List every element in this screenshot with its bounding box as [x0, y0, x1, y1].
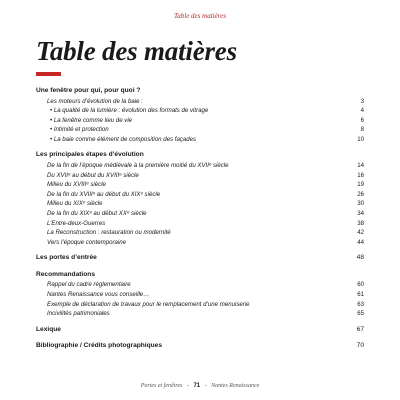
toc-page-number: 16 — [357, 171, 364, 179]
toc-entry-title: Vers l’époque contemporaine — [47, 238, 127, 246]
toc-page-number: 26 — [357, 190, 364, 198]
toc-page-number: 65 — [357, 310, 364, 318]
footer-page-number: 71 — [193, 383, 201, 389]
toc-entry-title: Milieu du XVIIIᵉ siècle — [47, 181, 106, 189]
toc-entry-title: Les moteurs d’évolution de la baie : — [47, 97, 143, 105]
toc-page-number: 6 — [360, 116, 364, 124]
toc-page-number: 34 — [357, 209, 364, 217]
toc-entry-title: De la fin du XIXᵉ au début XXᵉ siècle — [47, 209, 147, 217]
table-of-contents — [36, 86, 364, 358]
toc-section-heading — [36, 270, 364, 281]
toc-entry — [36, 161, 364, 171]
toc-page-number: 70 — [356, 342, 364, 350]
toc-section — [36, 253, 364, 264]
toc-page-number: 48 — [356, 254, 364, 262]
toc-entry — [36, 209, 364, 219]
toc-page-number: 4 — [360, 107, 364, 115]
toc-entry-title: • La fenêtre comme lieu de vie — [50, 116, 133, 124]
toc-page-number: 30 — [357, 200, 364, 208]
page-footer — [0, 383, 400, 389]
toc-section — [36, 86, 364, 144]
toc-section — [36, 270, 364, 319]
toc-entry-title: • La baie comme élément de composition des façades — [50, 135, 197, 143]
toc-entry — [36, 228, 364, 238]
toc-page-number: 19 — [357, 181, 364, 189]
toc-page-number: 42 — [357, 229, 364, 237]
toc-entry — [36, 106, 364, 116]
toc-section-title: Lexique — [36, 325, 61, 333]
toc-entry-title: • Intimité et protection — [50, 126, 109, 134]
toc-entry-title: L’Entre-deux-Guerres — [47, 219, 106, 227]
toc-page-number: 38 — [357, 219, 364, 227]
toc-entry-title: Du XVIIᵉ au début du XVIIIᵉ siècle — [47, 171, 139, 179]
toc-entry — [36, 97, 364, 107]
toc-entry-title: Milieu du XIXᵉ siècle — [47, 200, 103, 208]
toc-section-heading — [36, 150, 364, 161]
toc-section-heading — [36, 86, 364, 97]
toc-page-number: 44 — [357, 238, 364, 246]
toc-section — [36, 150, 364, 247]
toc-entry — [36, 199, 364, 209]
toc-page-number: 63 — [357, 300, 364, 308]
page-title: Table des matières — [36, 36, 237, 66]
toc-entry — [36, 219, 364, 229]
toc-section-title: Bibliographie / Crédits photographiques — [36, 342, 163, 350]
toc-page-number: 61 — [357, 290, 364, 298]
toc-entry — [36, 171, 364, 181]
toc-section-heading — [36, 325, 364, 336]
footer-book-title: Portes et fenêtres — [140, 383, 183, 389]
toc-entry-title: Incivilités patrimoniales — [47, 310, 110, 318]
toc-entry — [36, 280, 364, 290]
toc-entry — [36, 190, 364, 200]
toc-section — [36, 341, 364, 352]
toc-entry — [36, 125, 364, 135]
toc-entry-title: La Reconstruction : restauration ou modernité — [47, 229, 171, 237]
toc-entry-title: Rappel du cadre réglementaire — [47, 281, 131, 289]
toc-entry-title: • La qualité de la lumière : évolution des formats de vitrage — [50, 107, 209, 115]
toc-entry — [36, 238, 364, 248]
toc-section-title: Une fenêtre pour qui, pour quoi ? — [36, 87, 141, 94]
toc-page-number: 3 — [360, 97, 364, 105]
toc-page-number: 14 — [357, 161, 364, 169]
title-underline — [36, 72, 61, 76]
toc-section — [36, 325, 364, 336]
footer-separator: - — [186, 383, 189, 389]
footer-separator: - — [204, 383, 207, 389]
toc-page-number: 67 — [356, 325, 364, 333]
toc-entry — [36, 300, 364, 310]
toc-entry — [36, 180, 364, 190]
toc-entry-title: Nantes Renaissance vous conseille… — [47, 290, 150, 298]
toc-page-number: 10 — [357, 135, 364, 143]
toc-page-number: 8 — [360, 126, 364, 134]
toc-entry — [36, 135, 364, 145]
toc-section-heading — [36, 253, 364, 264]
toc-entry — [36, 309, 364, 319]
toc-entry-title: De la fin de l’époque médiévale à la première moitié du XVIIᵉ siècle — [47, 161, 229, 169]
toc-section-title: Les principales étapes d’évolution — [36, 151, 144, 159]
toc-entry — [36, 290, 364, 300]
toc-entry-title: Exemple de déclaration de travaux pour le remplacement d’une menuiserie — [47, 300, 250, 308]
running-head: Table des matières — [174, 12, 226, 20]
toc-entry — [36, 116, 364, 126]
toc-section-title: Recommandations — [36, 270, 95, 278]
toc-section-heading — [36, 341, 364, 352]
toc-entry-title: De la fin du XVIIIᵉ au début du XIXᵉ siècle — [47, 190, 161, 198]
footer-publisher: Nantes Renaissance — [211, 383, 260, 389]
toc-page-number: 60 — [357, 281, 364, 289]
toc-section-title: Les portes d’entrée — [36, 254, 97, 262]
